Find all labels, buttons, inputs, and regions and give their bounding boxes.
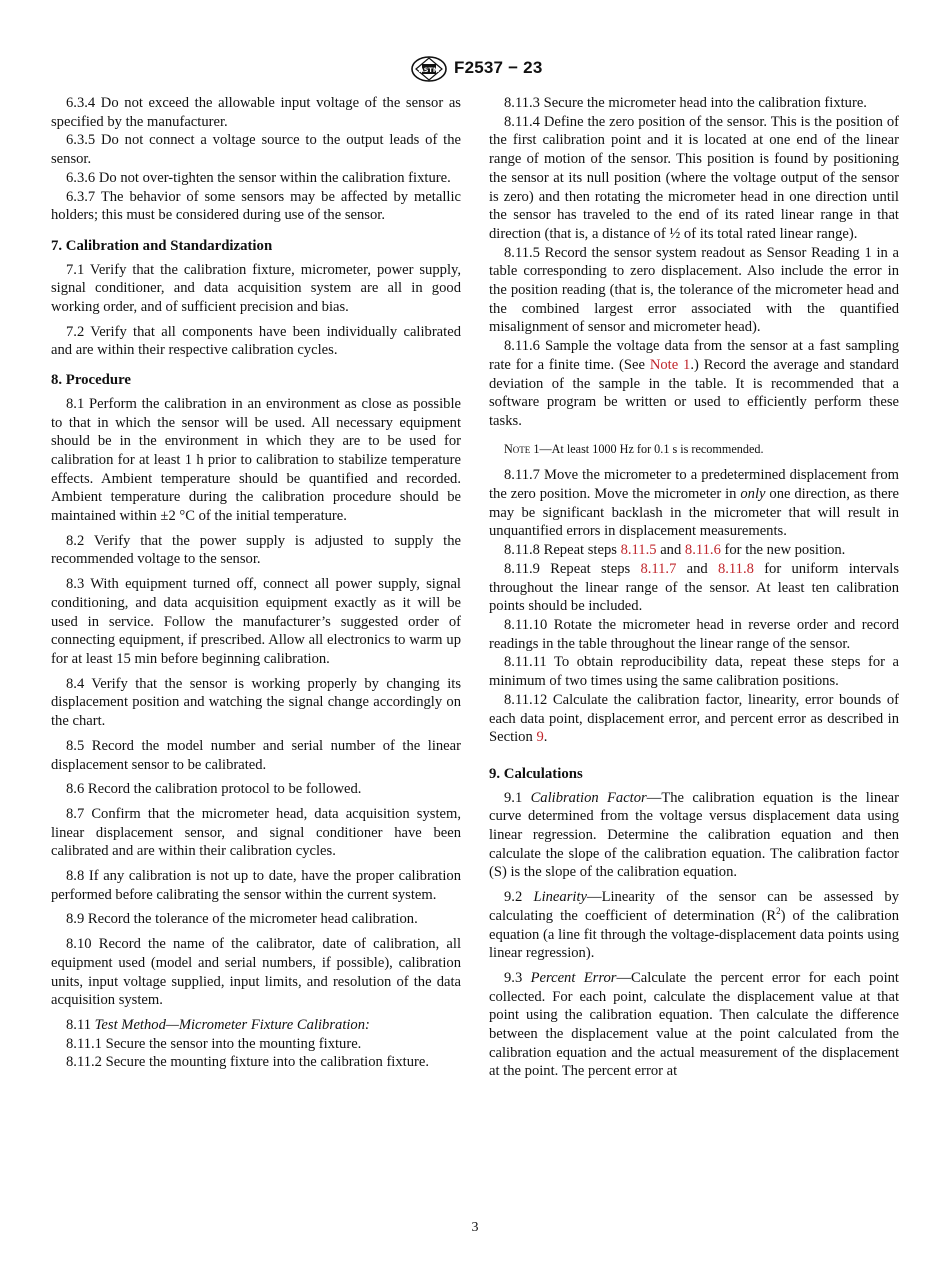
para-9-2-text-a: —Linearity of the sensor can be assessed by calculating the coefficient of determination (R <box>489 889 899 924</box>
para-8-10: 8.10 Record the name of the calibrator, date of calibration, all equipment used (model and serial numbers, if possible), calibration units, input voltage supplied, input limits, and resolution of the data acquisition system. <box>51 936 461 1009</box>
right-column <box>489 94 899 1081</box>
page-header <box>0 56 950 84</box>
para-8-11 <box>51 1016 461 1035</box>
para-8-11-8-text-a: 8.11.8 Repeat steps <box>504 542 621 559</box>
para-8-11-title: Test Method—Micrometer Fixture Calibration: <box>94 1016 370 1033</box>
section-9-heading: 9. Calculations <box>489 765 583 782</box>
para-8-5: 8.5 Record the model number and serial number of the linear displacement sensor to be calibrated. <box>51 737 461 773</box>
section-8-heading: 8. Procedure <box>51 372 131 389</box>
para-8-11-7-text-b: one direction, as there may be significant backlash in the micrometer that will result in unquantified errors in displacement measurements. <box>489 486 899 540</box>
astm-logo-icon <box>410 56 448 82</box>
note-label: Note <box>504 441 531 456</box>
para-7-2: 7.2 Verify that all components have been individually calibrated and are within their respective calibration cycles. <box>51 323 461 359</box>
para-9-3-number: 9.3 <box>504 969 531 986</box>
para-9-2-term: Linearity <box>533 889 587 906</box>
para-7-1: 7.1 Verify that the calibration fixture, micrometer, power supply, signal conditioner, and data acquisition system are all in good working order, and of sufficient precision and bias. <box>51 261 461 316</box>
para-9-3-term: Percent Error <box>530 969 617 986</box>
para-8-11-3: 8.11.3 Secure the micrometer head into the calibration fixture. <box>504 95 867 111</box>
r-squared-superscript: 2 <box>776 905 781 916</box>
para-8-9: 8.9 Record the tolerance of the micrometer head calibration. <box>66 911 418 928</box>
para-6-3-4: 6.3.4 Do not exceed the allowable input voltage of the sensor as specified by the manufacturer. <box>51 95 461 130</box>
para-6-3-7: 6.3.7 The behavior of some sensors may be affected by metallic holders; this must be considered during use of the sensor. <box>51 188 461 224</box>
para-9-1-term: Calibration Factor <box>530 789 647 806</box>
para-8-11-8-text-b: for the new position. <box>720 542 846 559</box>
para-9-3-text: —Calculate the percent error for each point collected. For each point, calculate the displacement value at that point using the calibration equation. Then calculate the difference between the displacement value at the point calculated from the calibration equation and the actual measurement of the displacement at the point. The percent error at <box>489 969 899 1080</box>
link-8-11-5[interactable]: 8.11.5 <box>620 542 657 559</box>
para-9-1-number: 9.1 <box>504 789 531 806</box>
section-9-link[interactable]: 9 <box>536 729 544 746</box>
para-8-6: 8.6 Record the calibration protocol to be followed. <box>66 781 362 798</box>
para-8-11-1: 8.11.1 Secure the sensor into the mounting fixture. <box>66 1035 362 1052</box>
para-8-11-12 <box>489 691 899 747</box>
para-8-8: 8.8 If any calibration is not up to date, have the proper calibration performed before calibrating the sensor within the current system. <box>51 868 461 903</box>
link-8-11-7[interactable]: 8.11.7 <box>640 560 677 577</box>
para-8-11-6 <box>489 337 899 431</box>
link-8-11-8[interactable]: 8.11.8 <box>717 560 754 577</box>
document-designation: F2537 − 23 <box>454 58 543 77</box>
para-9-2 <box>489 888 899 963</box>
para-9-3 <box>489 969 899 1081</box>
note-1 <box>489 440 899 459</box>
para-8-2: 8.2 Verify that the power supply is adjusted to supply the recommended voltage to the sensor. <box>51 532 461 568</box>
para-8-11-7-emphasis: only <box>740 486 766 503</box>
para-8-7: 8.7 Confirm that the micrometer head, data acquisition system, linear displacement sensor, and signal conditioner have been calibrated and are within their calibration cycles. <box>51 805 461 860</box>
para-8-1: 8.1 Perform the calibration in an environment as close as possible to that in which the sensor will be used. All necessary equipment should be in the environment in which they are to be used for calibration for at least 1 h prior to calibration to stabilize temperature effects. Ambient temperature should be quantified and recorded. Ambient temperature during the calibration procedure should be maintained within ±2 °C of the initial temperature. <box>51 395 461 525</box>
para-8-11-9-text-m: and <box>676 560 718 577</box>
para-8-11-5: 8.11.5 Record the sensor system readout as Sensor Reading 1 in a table corresponding to zero displacement. Also include the error in the position reading (that is, the tolerance of the micrometer head and the combined largest error associated with the quantified misalignment of sensor and micrometer head). <box>489 244 899 336</box>
para-8-11-9 <box>489 560 899 616</box>
link-8-11-6[interactable]: 8.11.6 <box>684 542 721 559</box>
para-6-3-6: 6.3.6 Do not over-tighten the sensor within the calibration fixture. <box>66 169 451 186</box>
para-8-11-2: 8.11.2 Secure the mounting fixture into the calibration fixture. <box>66 1054 429 1071</box>
para-9-1-text: —The calibration equation is the linear curve determined from the voltage versus displacement data using linear regression. Determine the calibration equation and then calculate the slope of the calibration equation. The calibration factor (S) is the slope of the calibration equation. <box>489 789 900 881</box>
svg-text:ASTM: ASTM <box>418 66 440 74</box>
page-number: 3 <box>471 1220 479 1235</box>
para-8-11-11: 8.11.11 To obtain reproducibility data, repeat these steps for a minimum of two times using the same calibration positions. <box>489 654 899 690</box>
para-8-11-12-text-a: 8.11.12 Calculate the calibration factor, linearity, error bounds of each data point, displacement error, and percent error as described in Section <box>489 691 899 746</box>
note-1-link[interactable]: Note 1 <box>649 356 691 373</box>
para-9-2-number: 9.2 <box>504 889 534 906</box>
para-8-4: 8.4 Verify that the sensor is working properly by changing its displacement position and watching the signal change accordingly on the chart. <box>51 675 461 730</box>
para-8-11-6-text-b: .) Record the average and standard deviation of the sample in the table. It is recommended that a software program be written or used to efficiently perform these tasks. <box>489 356 899 429</box>
para-8-11-6-text-a: 8.11.6 Sample the voltage data from the sensor at a fast sampling rate for a finite time. (See <box>489 338 899 373</box>
para-8-11-8 <box>489 541 899 560</box>
para-8-11-8-text-m: and <box>656 542 685 559</box>
note-text: 1—At least 1000 Hz for 0.1 s is recommended. <box>530 441 764 456</box>
para-8-11-7-text-a: 8.11.7 Move the micrometer to a predetermined displacement from the zero position. Move the micrometer in <box>489 467 899 503</box>
para-9-2-text-b: ) of the calibration equation (a line fit through the voltage-displacement data points using linear regression). <box>489 907 900 962</box>
para-8-11-9-text-a: 8.11.9 Repeat steps <box>504 560 641 577</box>
para-8-11-9-text-b: for uniform intervals throughout the linear range of the sensor. At least ten calibration points should be included. <box>489 560 900 615</box>
para-8-11-12-text-b: . <box>543 729 548 746</box>
section-7-heading: 7. Calibration and Standardization <box>51 237 273 254</box>
para-9-1 <box>489 789 899 883</box>
para-8-11-7 <box>489 466 899 541</box>
para-8-11-number: 8.11 <box>66 1016 91 1033</box>
para-8-11-4: 8.11.4 Define the zero position of the sensor. This is the position of the first calibration point and it is located at one end of the linear range of motion of the sensor. This position is found by positioning the sensor at its null position (where the voltage output of the sensor is zero) and then rotating the micrometer head in one direction until the sensor has traveled to the end of its rated linear range in that direction (that is, a distance of ½ of its total rated linear range). <box>489 113 899 242</box>
left-column <box>51 94 461 1072</box>
para-8-11-10: 8.11.10 Rotate the micrometer head in reverse order and record readings in the table throughout the linear range of the sensor. <box>489 616 899 652</box>
para-6-3-5: 6.3.5 Do not connect a voltage source to the output leads of the sensor. <box>51 132 461 168</box>
para-8-3: 8.3 With equipment turned off, connect all power supply, signal conditioning, and data acquisition equipment exactly as it will be used in service. Follow the manufacturer’s suggested order of connecting equipment, if prescribed. Allow all electronics to warm up for at least 15 min before beginning calibration. <box>51 576 461 667</box>
